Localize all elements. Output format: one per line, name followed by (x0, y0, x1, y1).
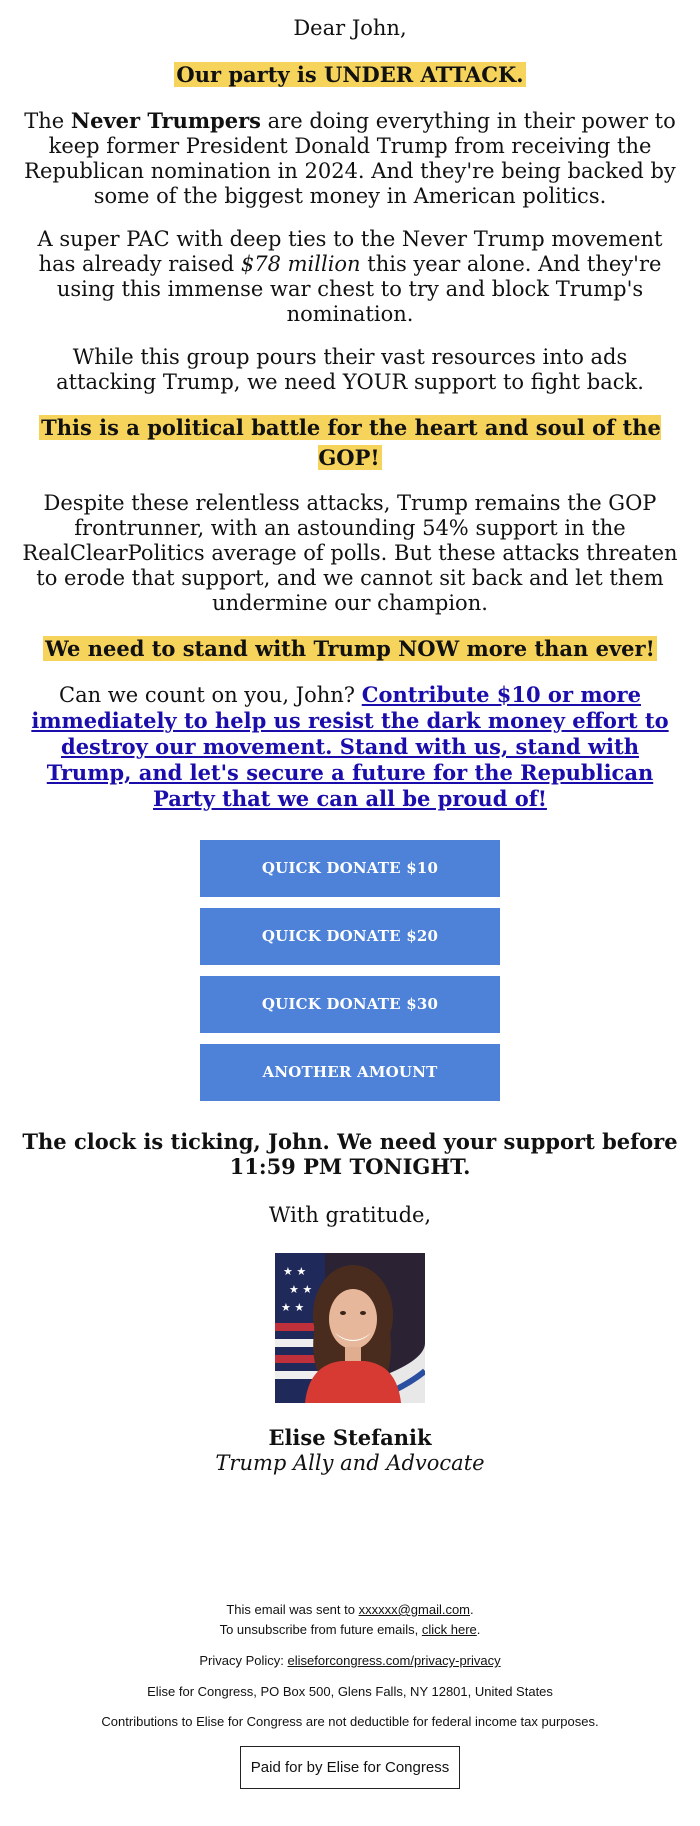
p1-post: are doing everything in their power to keep former President Donald Trump from receiving the Republican nomination in 2024. And they're being backed by some of the biggest money in American politics. (24, 109, 676, 208)
paragraph-frontrunner: Despite these relentless attacks, Trump remains the GOP frontrunner, with an astounding 54% support in the RealClearPolitics average of polls. But these attacks threaten to erode that support, and we cannot sit back and let them undermine our champion. (22, 491, 678, 615)
svg-text:★ ★: ★ ★ (283, 1265, 307, 1278)
paragraph-fight-back: While this group pours their vast resources into ads attacking Trump, we need YOUR support to fight back. (56, 345, 644, 394)
quick-donate-20-button[interactable]: QUICK DONATE $20 (200, 908, 500, 965)
signer-portrait-graphic (275, 1253, 425, 1403)
sent-post: . (470, 1602, 474, 1617)
paragraph-super-pac (20, 227, 680, 327)
headline-stand-with-trump-row (20, 634, 680, 664)
p2-pre: A super PAC with deep ties to the Never Trump movement has already raised (37, 227, 663, 276)
p1-pre: The (24, 109, 71, 133)
headline-under-attack-row (20, 60, 680, 90)
privacy-pre: Privacy Policy: (199, 1653, 288, 1668)
p2-post: this year alone. And they're using this immense war chest to try and block Trump's nomination. (56, 252, 662, 326)
p5-pre: Can we count on you, John? (59, 683, 362, 707)
email-body (20, 0, 680, 1476)
headline-under-attack: Our party is UNDER ATTACK. (176, 62, 524, 87)
unsub-post: . (476, 1622, 481, 1637)
unsub-pre: To unsubscribe from future emails, (219, 1622, 422, 1637)
privacy-line (0, 1651, 700, 1671)
p2-italic: $78 million (240, 252, 361, 276)
signer-photo (275, 1253, 425, 1403)
privacy-policy-link[interactable]: eliseforcongress.com/privacy-privacy (287, 1653, 501, 1668)
svg-text:★ ★: ★ ★ (289, 1283, 313, 1296)
signer-title: Trump Ally and Advocate (215, 1451, 485, 1475)
signer-name: Elise Stefanik (268, 1425, 432, 1450)
sent-to-line (0, 1600, 700, 1620)
recipient-email-link[interactable]: xxxxxx@gmail.com (358, 1602, 471, 1617)
deadline-text: The clock is ticking, John. We need your support before 11:59 PM TONIGHT. (22, 1129, 678, 1179)
mailing-address: Elise for Congress, PO Box 500, Glens Falls, NY 12801, United States (147, 1684, 553, 1699)
donate-buttons (20, 840, 680, 1101)
quick-donate-10-button[interactable]: QUICK DONATE $10 (200, 840, 500, 897)
sent-pre: This email was sent to (226, 1602, 359, 1617)
svg-text:★ ★: ★ ★ (281, 1301, 305, 1314)
contribute-link[interactable]: Contribute $10 or more immediately to help us resist the dark money effort to destroy our movement. Stand with us, stand with Trump, and let's secure a future for the Republican Party that we can all be proud of! (31, 682, 669, 811)
tax-disclaimer: Contributions to Elise for Congress are not deductible for federal income tax purposes. (101, 1714, 599, 1729)
headline-political-battle-row (20, 413, 680, 473)
p1-bold: Never Trumpers (70, 108, 261, 133)
paragraph-contribute (20, 682, 680, 812)
greeting: Dear John, (293, 16, 407, 40)
unsubscribe-line (0, 1620, 700, 1640)
paid-for-box: Paid for by Elise for Congress (240, 1746, 460, 1789)
unsubscribe-link[interactable]: click here (421, 1622, 477, 1637)
headline-stand-with-trump: We need to stand with Trump NOW more than ever! (45, 636, 655, 661)
closing-text: With gratitude, (268, 1203, 432, 1227)
email-footer (0, 1600, 700, 1789)
another-amount-button[interactable]: ANOTHER AMOUNT (200, 1044, 500, 1101)
paragraph-never-trumpers (20, 108, 680, 209)
quick-donate-30-button[interactable]: QUICK DONATE $30 (200, 976, 500, 1033)
headline-political-battle: This is a political battle for the heart and soul of the GOP! (41, 415, 661, 470)
